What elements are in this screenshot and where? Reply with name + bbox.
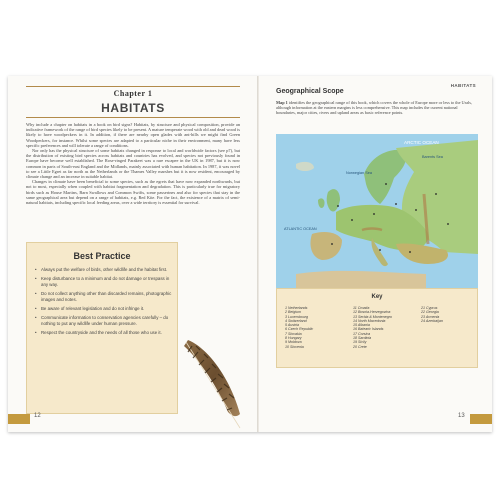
map-key-entry: 11 Croatia [353,306,370,310]
map-key-entry: 14 North Macedonia [353,318,386,323]
europe-map [276,134,478,288]
map-key-entry: 7 Slovakia [285,331,302,336]
map-label-norwegian-sea: Norwegian Sea [346,171,372,175]
map-key-entry: 13 Serbia & Montenegro [353,314,392,319]
map-key-entry: 17 Corsica [353,331,371,336]
map-key-box [276,288,478,368]
body-paragraph: Changes in climate have been beneficial to some species, such as the egrets that have now expanded northwards, but not to most, especially when coupled with habitat fragmentation and degradation. This is particularly true for migratory birds such as House Martins, Barn Swallows and Common Swifts, some passerines and also for species that stay in the same geographical area but depend on a range of habitats, e.g. Red Kite. For the fact, the existence of a matrix of semi-natural habitats, including specific local feeding areas, over a wide territory is essential for survival. [26,179,240,206]
left-page [8,76,256,432]
map-key-entry: 18 Sardinia [353,336,372,341]
best-practice-item: • Respect the countryside and the needs of all those who use it. [35,330,173,335]
map-key-entry: 2 Belgium [285,310,301,315]
map-label-atlantic-ocean: ATLANTIC OCEAN [284,227,317,231]
map-label-arctic-ocean: ARCTIC OCEAN [404,140,439,145]
best-practice-box [26,242,178,414]
map-key-entry: 24 Azerbaijan [421,318,443,323]
folio-bar [8,414,30,424]
chapter-bottom-rule [26,117,240,118]
map-key-entry: 21 Cyprus [421,306,438,310]
map-key-column [285,306,313,349]
body-paragraph: Nor only has the physical structure of some habitats changed in response to local and worldwide factors (see p7), but the distribution of existing bird species across habitats and countries has evolved, and species not previously found in Europe have become well established. The Rose-ringed Parakeet was a rare escapee in the UK in 1987, but it is now common in parts of South-east England and the Midlands, mainly associated with human habitation. In 1987, it was novel to see a Little Egret as far north as the Netherlands or the Thames Valley marshes but it is now resident, encouraged by climate change and an increase in suitable habitat. [26,148,240,180]
map-key-entry: 19 Sicily [353,340,367,345]
map-intro-text [276,100,476,116]
map-key-entry: 6 Czech Republic [285,327,314,332]
best-practice-item: • Communicate information to conservation agencies carefully – do nothing to put any wildlife under human pressure. [35,315,173,326]
chapter-top-rule [26,86,240,87]
map-key-entry: 22 Georgia [421,310,439,315]
map-key-entry: 5 Austria [285,323,300,328]
feather-illustration [178,338,248,434]
right-page [260,76,492,432]
map-key-entry: 15 Albania [353,323,370,328]
europe-map-graphic [276,134,478,288]
map-key-entry: 10 Slovenia [285,344,304,349]
section-title: Geographical Scope [276,88,344,95]
best-practice-list [35,267,173,340]
body-paragraph: Why include a chapter on habitats in a book on bird signs? Habitats, by structure and physical composition, provide an indicative framework of the range of bird species likely to be present. A mature temperate wood with old and dead wood is likely to have woodpeckers in it. In addition, if there are nearby open glades with ant-hills we might find Green Woodpeckers, for instance. Whilst some species are adapted to a particular niche in their environment, many have less specific preferences and will tolerate a range of conditions. [26,122,240,148]
best-practice-item: • Always put the welfare of birds, other wildlife and the habitat first. [35,267,173,272]
map-intro-body: identifies the geographical range of this book, which covers the whole of Europe more or less to the Urals, although information at the eastern margins is less comprehensive. This map includes the current national boundaries, major cities, rivers and upland areas as basic reference points. [276,100,472,116]
map-key-entry: 3 Luxembourg [285,314,308,319]
chapter-label: Chapter 1 [113,89,153,98]
map-key-entry: 4 Switzerland [285,318,307,323]
map-key-entry: 16 Balearic Islands [353,327,384,332]
page-number-right: 13 [458,413,465,419]
best-practice-item: • Be aware of relevant legislation and do not infringe it. [35,306,173,311]
map-label-barents-sea: Barents Sea [422,155,443,159]
best-practice-item: • Keep disturbance to a minimum and do not damage or trespass in any way. [35,276,173,287]
map-key-entry: 8 Hungary [285,336,302,341]
map-key-entry: 20 Crete [353,344,367,349]
map-key-column [421,306,443,323]
map-key-entry: 23 Armenia [421,314,440,319]
book-gutter [257,76,259,432]
map-key-entry: 9 Moldova [285,340,302,345]
map-key-title: Key [371,294,383,300]
running-head: HABITATS [450,83,476,88]
map-key-entry: 12 Bosnia-Herzegovina [353,310,391,315]
book-spread [8,76,492,432]
best-practice-title: Best Practice [73,251,131,261]
map-reference: Map 1 [276,100,288,105]
best-practice-item: • Do not collect anything other than discarded remains, photographic images and notes. [35,291,173,302]
page-number-left: 12 [34,413,41,419]
map-key-column [353,306,392,349]
map-key-entry: 1 Netherlands [285,306,308,310]
chapter-title: HABITATS [101,101,165,115]
folio-bar [470,414,492,424]
chapter-body-text [26,122,240,205]
